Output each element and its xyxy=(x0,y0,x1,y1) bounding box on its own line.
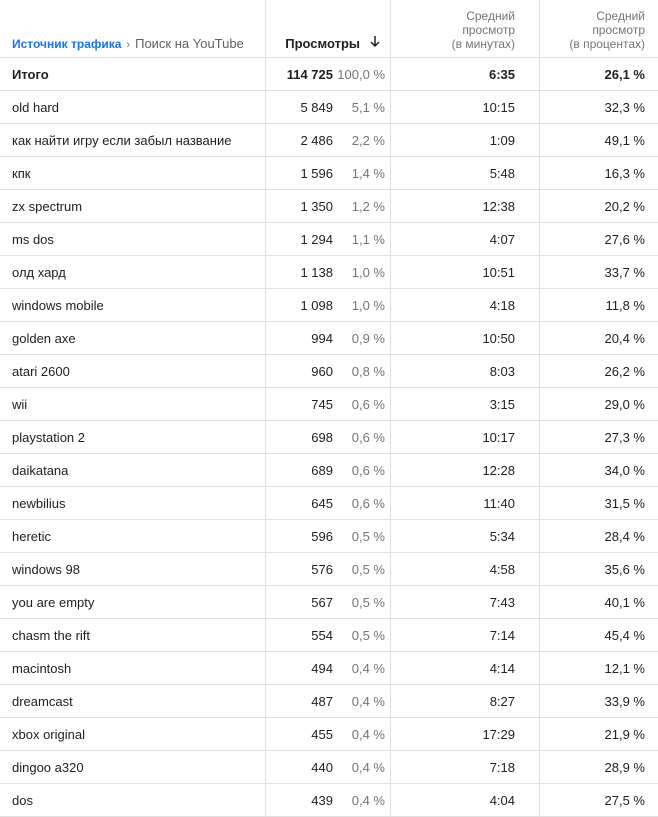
table-row[interactable] xyxy=(0,751,658,784)
avg-percent: 20,2 % xyxy=(539,190,658,222)
avg-percent: 11,8 % xyxy=(539,289,658,321)
views-share: 0,5 % xyxy=(351,528,385,544)
views-cell xyxy=(266,784,390,816)
views-share: 0,4 % xyxy=(351,693,385,709)
search-term[interactable]: dreamcast xyxy=(0,685,266,717)
search-term[interactable]: playstation 2 xyxy=(0,421,266,453)
table-row[interactable] xyxy=(0,388,658,421)
search-term[interactable]: windows 98 xyxy=(0,553,266,585)
avg-minutes: 12:28 xyxy=(390,454,539,486)
search-term[interactable]: wii xyxy=(0,388,266,420)
table-row[interactable] xyxy=(0,190,658,223)
views-share: 0,9 % xyxy=(351,330,385,346)
avg-percent: 28,9 % xyxy=(539,751,658,783)
views-cell xyxy=(266,289,390,321)
avg-percent: 12,1 % xyxy=(539,652,658,684)
avg-minutes: 4:04 xyxy=(390,784,539,816)
avg-percent: 29,0 % xyxy=(539,388,658,420)
views-count: 494 xyxy=(311,660,333,676)
views-cell xyxy=(266,619,390,651)
avg-pct-header-line3: (в процентах) xyxy=(569,37,645,51)
avg-minutes: 10:51 xyxy=(390,256,539,288)
avg-minutes: 12:38 xyxy=(390,190,539,222)
views-cell xyxy=(266,685,390,717)
views-count: 596 xyxy=(311,528,333,544)
views-cell xyxy=(266,553,390,585)
avg-percent: 49,1 % xyxy=(539,124,658,156)
views-cell xyxy=(266,91,390,123)
column-header-avg-percent[interactable] xyxy=(539,0,658,57)
views-cell xyxy=(266,421,390,453)
table-row[interactable] xyxy=(0,157,658,190)
views-cell xyxy=(266,190,390,222)
avg-pct-header-line1: Средний xyxy=(596,9,645,23)
views-share: 0,8 % xyxy=(351,363,385,379)
views-cell xyxy=(266,256,390,288)
views-count: 1 098 xyxy=(300,297,333,313)
views-share: 1,1 % xyxy=(351,231,385,247)
search-term[interactable]: newbilius xyxy=(0,487,266,519)
views-share: 0,4 % xyxy=(351,660,385,676)
views-share: 1,0 % xyxy=(351,297,385,313)
avg-minutes: 8:27 xyxy=(390,685,539,717)
search-term[interactable]: daikatana xyxy=(0,454,266,486)
views-share: 0,5 % xyxy=(351,561,385,577)
sort-descending-icon[interactable] xyxy=(370,35,380,51)
avg-percent: 16,3 % xyxy=(539,157,658,189)
avg-minutes: 4:14 xyxy=(390,652,539,684)
views-share: 0,5 % xyxy=(351,627,385,643)
table-row[interactable] xyxy=(0,520,658,553)
avg-minutes: 4:07 xyxy=(390,223,539,255)
views-count: 487 xyxy=(311,693,333,709)
table-row[interactable] xyxy=(0,553,658,586)
views-share: 0,6 % xyxy=(351,495,385,511)
avg-minutes: 7:18 xyxy=(390,751,539,783)
avg-min-header-line2: просмотр xyxy=(462,23,515,37)
views-count: 745 xyxy=(311,396,333,412)
total-label: Итого xyxy=(0,58,266,90)
views-count: 440 xyxy=(311,759,333,775)
table-row[interactable] xyxy=(0,652,658,685)
search-term[interactable]: golden axe xyxy=(0,322,266,354)
views-count: 576 xyxy=(311,561,333,577)
search-term[interactable]: windows mobile xyxy=(0,289,266,321)
table-row[interactable] xyxy=(0,289,658,322)
views-cell xyxy=(266,718,390,750)
views-count: 960 xyxy=(311,363,333,379)
views-cell xyxy=(266,520,390,552)
breadcrumb-link-traffic-source[interactable]: Источник трафика xyxy=(12,37,122,51)
total-views-share: 100,0 % xyxy=(337,66,385,82)
avg-percent: 45,4 % xyxy=(539,619,658,651)
avg-percent: 27,6 % xyxy=(539,223,658,255)
total-views xyxy=(266,58,390,90)
table-row[interactable] xyxy=(0,223,658,256)
avg-minutes: 4:18 xyxy=(390,289,539,321)
avg-minutes: 4:58 xyxy=(390,553,539,585)
table-row[interactable] xyxy=(0,718,658,751)
table-body xyxy=(0,91,658,817)
views-cell xyxy=(266,388,390,420)
views-cell xyxy=(266,223,390,255)
avg-percent: 33,9 % xyxy=(539,685,658,717)
avg-pct-header-line2: просмотр xyxy=(592,23,645,37)
avg-percent: 27,3 % xyxy=(539,421,658,453)
table-row[interactable] xyxy=(0,355,658,388)
avg-percent: 20,4 % xyxy=(539,322,658,354)
table-row[interactable] xyxy=(0,322,658,355)
search-term[interactable]: олд хард xyxy=(0,256,266,288)
avg-minutes: 5:48 xyxy=(390,157,539,189)
table-row[interactable] xyxy=(0,619,658,652)
search-term[interactable]: zx spectrum xyxy=(0,190,266,222)
views-count: 689 xyxy=(311,462,333,478)
search-term[interactable]: как найти игру если забыл название xyxy=(0,124,266,156)
breadcrumb xyxy=(0,0,266,57)
avg-percent: 31,5 % xyxy=(539,487,658,519)
views-share: 5,1 % xyxy=(351,99,385,115)
views-share: 0,5 % xyxy=(351,594,385,610)
table-row[interactable] xyxy=(0,487,658,520)
table-header xyxy=(0,0,658,58)
avg-minutes: 8:03 xyxy=(390,355,539,387)
table-row[interactable] xyxy=(0,91,658,124)
table-row[interactable] xyxy=(0,124,658,157)
avg-minutes: 7:14 xyxy=(390,619,539,651)
views-cell xyxy=(266,487,390,519)
avg-percent: 27,5 % xyxy=(539,784,658,816)
column-header-avg-minutes[interactable] xyxy=(390,0,539,57)
table-row[interactable] xyxy=(0,685,658,718)
views-count: 455 xyxy=(311,726,333,742)
avg-min-header-line3: (в минутах) xyxy=(451,37,515,51)
avg-minutes: 10:50 xyxy=(390,322,539,354)
views-cell xyxy=(266,355,390,387)
views-count: 698 xyxy=(311,429,333,445)
search-term[interactable]: ms dos xyxy=(0,223,266,255)
views-count: 2 486 xyxy=(300,132,333,148)
column-header-views[interactable] xyxy=(266,0,390,57)
chevron-right-icon: › xyxy=(126,39,131,51)
avg-percent: 35,6 % xyxy=(539,553,658,585)
views-count: 567 xyxy=(311,594,333,610)
total-views-count: 114 725 xyxy=(286,66,333,82)
views-count: 439 xyxy=(311,792,333,808)
avg-minutes: 1:09 xyxy=(390,124,539,156)
search-term[interactable]: you are empty xyxy=(0,586,266,618)
search-term[interactable]: chasm the rift xyxy=(0,619,266,651)
avg-minutes: 3:15 xyxy=(390,388,539,420)
views-cell xyxy=(266,652,390,684)
total-avg-minutes: 6:35 xyxy=(390,58,539,90)
views-header-label: Просмотры xyxy=(285,36,360,51)
total-row xyxy=(0,58,658,91)
views-cell xyxy=(266,751,390,783)
views-cell xyxy=(266,454,390,486)
views-share: 1,2 % xyxy=(351,198,385,214)
avg-minutes: 7:43 xyxy=(390,586,539,618)
views-share: 0,4 % xyxy=(351,759,385,775)
views-share: 0,4 % xyxy=(351,792,385,808)
total-avg-percent: 26,1 % xyxy=(539,58,658,90)
breadcrumb-current: Поиск на YouTube xyxy=(135,36,244,51)
table-row[interactable] xyxy=(0,784,658,817)
views-count: 1 596 xyxy=(300,165,333,181)
avg-percent: 34,0 % xyxy=(539,454,658,486)
views-share: 0,6 % xyxy=(351,429,385,445)
search-term[interactable]: xbox original xyxy=(0,718,266,750)
views-count: 1 350 xyxy=(300,198,333,214)
views-cell xyxy=(266,124,390,156)
search-term[interactable]: кпк xyxy=(0,157,266,189)
views-share: 1,0 % xyxy=(351,264,385,280)
avg-minutes: 11:40 xyxy=(390,487,539,519)
avg-percent: 40,1 % xyxy=(539,586,658,618)
avg-min-header-line1: Средний xyxy=(466,9,515,23)
search-term[interactable]: dingoo a320 xyxy=(0,751,266,783)
views-count: 994 xyxy=(311,330,333,346)
search-term[interactable]: heretic xyxy=(0,520,266,552)
views-share: 1,4 % xyxy=(351,165,385,181)
table-row[interactable] xyxy=(0,421,658,454)
views-share: 0,6 % xyxy=(351,462,385,478)
views-count: 1 294 xyxy=(300,231,333,247)
avg-minutes: 10:15 xyxy=(390,91,539,123)
avg-percent: 28,4 % xyxy=(539,520,658,552)
views-share: 2,2 % xyxy=(351,132,385,148)
table-row[interactable] xyxy=(0,586,658,619)
views-cell xyxy=(266,322,390,354)
avg-percent: 26,2 % xyxy=(539,355,658,387)
search-term[interactable]: atari 2600 xyxy=(0,355,266,387)
views-count: 645 xyxy=(311,495,333,511)
search-term[interactable]: old hard xyxy=(0,91,266,123)
views-share: 0,4 % xyxy=(351,726,385,742)
views-count: 5 849 xyxy=(300,99,333,115)
views-count: 554 xyxy=(311,627,333,643)
avg-minutes: 5:34 xyxy=(390,520,539,552)
search-term[interactable]: dos xyxy=(0,784,266,816)
avg-percent: 33,7 % xyxy=(539,256,658,288)
avg-minutes: 10:17 xyxy=(390,421,539,453)
table-row[interactable] xyxy=(0,454,658,487)
views-cell xyxy=(266,586,390,618)
avg-percent: 21,9 % xyxy=(539,718,658,750)
search-term[interactable]: macintosh xyxy=(0,652,266,684)
views-share: 0,6 % xyxy=(351,396,385,412)
views-cell xyxy=(266,157,390,189)
avg-minutes: 17:29 xyxy=(390,718,539,750)
avg-percent: 32,3 % xyxy=(539,91,658,123)
table-row[interactable] xyxy=(0,256,658,289)
views-count: 1 138 xyxy=(300,264,333,280)
